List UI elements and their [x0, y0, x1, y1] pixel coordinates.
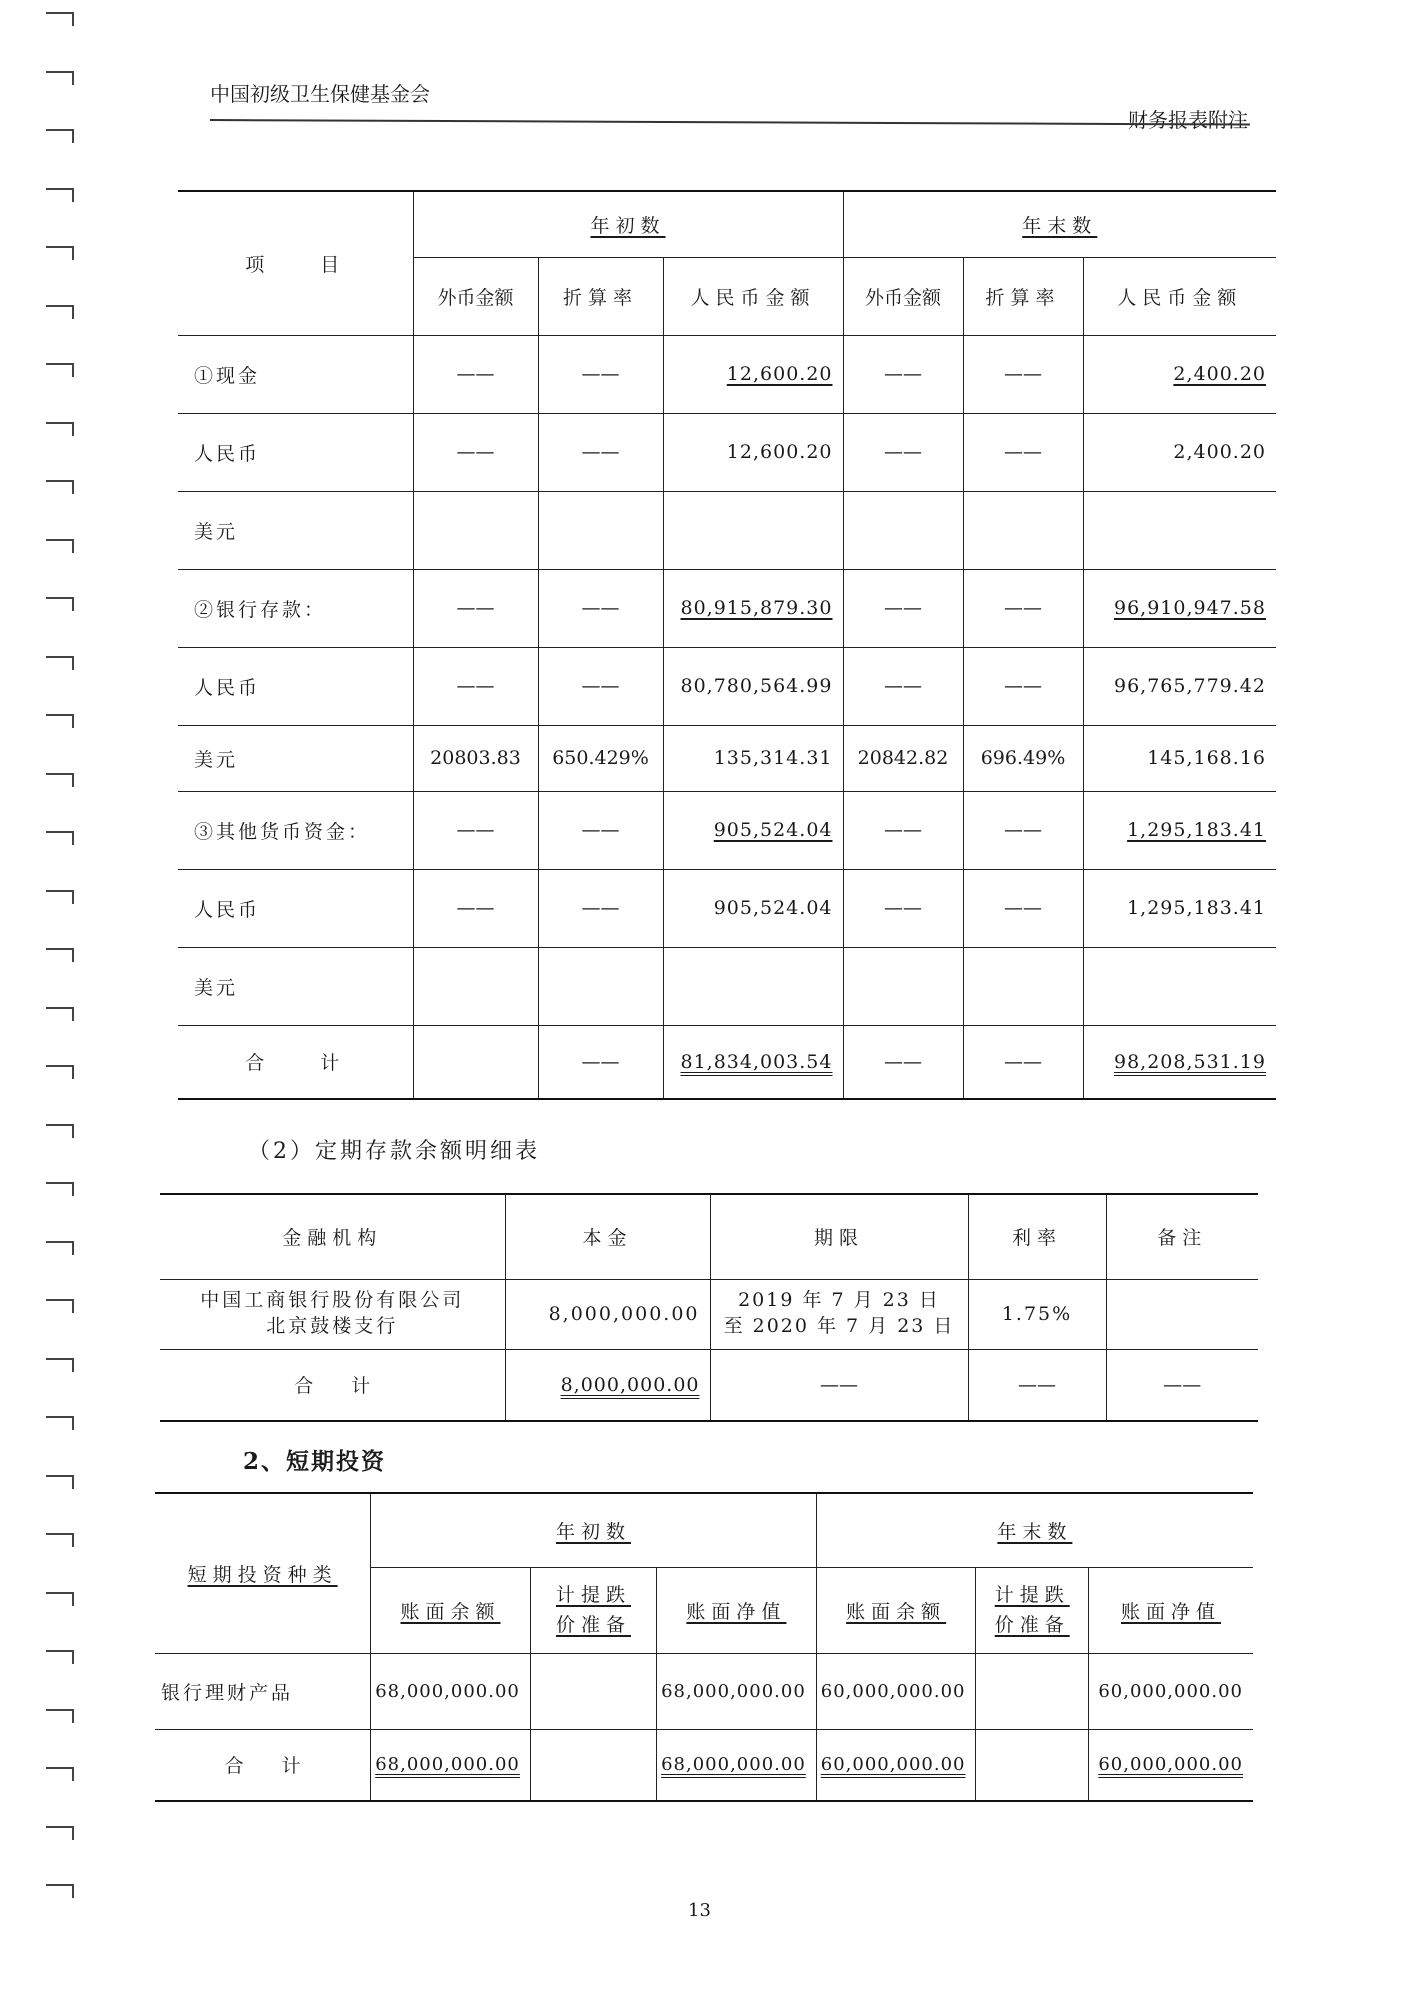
- table-row: [178, 413, 1276, 491]
- rmb-begin: 80,780,564.99: [680, 675, 833, 697]
- fc-end-cell: [843, 725, 963, 791]
- binder-hole: [46, 1299, 74, 1313]
- sub-net-begin: 账面净值: [657, 1567, 817, 1653]
- fc-end: ——: [884, 1050, 922, 1073]
- header-org: 中国初级卫生保健基金会: [210, 82, 430, 106]
- sub-header-fc-end: 外币金额: [843, 257, 963, 335]
- rmb-end: 2,400.20: [1173, 441, 1266, 463]
- rate-end-cell: [963, 491, 1083, 569]
- total-row: [160, 1349, 1258, 1421]
- header-rule: [210, 119, 1250, 126]
- rate-end-cell: [963, 647, 1083, 725]
- fc-end: ——: [884, 363, 922, 385]
- rmb-begin-cell: [663, 791, 843, 869]
- rate-end: ——: [1004, 819, 1042, 841]
- fc-end-cell: [843, 569, 963, 647]
- total-row: [178, 1025, 1276, 1099]
- fc-end: ——: [884, 819, 922, 841]
- rate-begin-cell: [538, 647, 663, 725]
- term-line-2: 至 2020 年 7 月 23 日: [723, 1315, 955, 1337]
- rate-begin-cell: [538, 869, 663, 947]
- rmb-begin: 81,834,003.54: [680, 1050, 833, 1073]
- note-cell: [1106, 1279, 1258, 1349]
- binder-hole: [46, 1065, 74, 1079]
- book-begin: 68,000,000.00: [371, 1653, 531, 1729]
- sub-prov-end: [976, 1567, 1089, 1653]
- binder-hole: [46, 1241, 74, 1255]
- fc-end: ——: [884, 441, 922, 463]
- table-row: [178, 335, 1276, 413]
- total-principal: 8,000,000.00: [560, 1373, 700, 1396]
- binder-hole: [46, 1182, 74, 1196]
- fc-end-cell: [843, 647, 963, 725]
- binder-hole: [46, 1650, 74, 1664]
- total-label: 合 计: [160, 1349, 505, 1421]
- sub-prov-begin: [530, 1567, 656, 1653]
- row-label: 美元: [178, 491, 413, 569]
- table-row: [178, 869, 1276, 947]
- fc-begin-cell: [413, 569, 538, 647]
- sub-prov-begin-l2: 价准备: [555, 1614, 631, 1636]
- binder-hole: [46, 12, 74, 26]
- prov-end: [976, 1653, 1089, 1729]
- binder-hole: [46, 1416, 74, 1430]
- rmb-end-cell: [1083, 647, 1276, 725]
- sub-net-end: 账面净值: [1088, 1567, 1253, 1653]
- rmb-begin-cell: [663, 569, 843, 647]
- fixed-deposit-table: [160, 1193, 1258, 1422]
- fc-begin-cell: [413, 413, 538, 491]
- rate-end-cell: [963, 413, 1083, 491]
- rate-begin-cell: [538, 569, 663, 647]
- fc-begin-cell: [413, 869, 538, 947]
- total-principal-cell: [505, 1349, 710, 1421]
- rmb-end-cell: [1083, 413, 1276, 491]
- row-label: 合 计: [178, 1025, 413, 1099]
- rate-end-cell: [963, 947, 1083, 1025]
- group-begin-header: 年初数: [413, 191, 843, 257]
- cash-table: [178, 190, 1276, 1100]
- sub-book-begin: 账面余额: [371, 1567, 531, 1653]
- row-label: ③其他货币资金：: [178, 791, 413, 869]
- rmb-begin: 12,600.20: [726, 363, 833, 385]
- total-net-end: 60,000,000.00: [1098, 1754, 1243, 1776]
- rate-begin: ——: [581, 597, 620, 619]
- rate-cell: 1.75%: [968, 1279, 1106, 1349]
- binder-hole: [46, 539, 74, 553]
- binder-hole: [46, 363, 74, 377]
- rate-end: 696.49%: [980, 747, 1066, 769]
- book-end: 60,000,000.00: [816, 1653, 976, 1729]
- rmb-begin-cell: [663, 491, 843, 569]
- rate-begin: ——: [581, 441, 620, 463]
- rmb-begin: 80,915,879.30: [680, 597, 833, 619]
- rmb-end-cell: [1083, 947, 1276, 1025]
- rate-end-cell: [963, 1025, 1083, 1099]
- binder-hole: [46, 1767, 74, 1781]
- binder-hole: [46, 305, 74, 319]
- total-label: 合 计: [155, 1729, 371, 1801]
- total-term: ——: [710, 1349, 968, 1421]
- sub-prov-end-l2: 价准备: [994, 1614, 1070, 1636]
- total-net-begin: 68,000,000.00: [661, 1754, 806, 1776]
- principal-cell: 8,000,000.00: [505, 1279, 710, 1349]
- binder-hole: [46, 656, 74, 670]
- row-label: 人民币: [178, 647, 413, 725]
- rate-end-cell: [963, 869, 1083, 947]
- rmb-begin-cell: [663, 1025, 843, 1099]
- fc-begin: ——: [456, 897, 495, 919]
- fc-begin-cell: [413, 335, 538, 413]
- binder-hole: [46, 1533, 74, 1547]
- rate-begin: 650.429%: [552, 747, 649, 769]
- row-label: 人民币: [178, 869, 413, 947]
- binder-hole: [46, 188, 74, 202]
- sub-prov-begin-l1: 计提跌: [555, 1583, 631, 1606]
- rate-begin-cell: [538, 725, 663, 791]
- fixed-deposit-caption: （2）定期存款余额明细表: [248, 1139, 540, 1164]
- row-label: 银行理财产品: [155, 1653, 371, 1729]
- rate-begin: ——: [581, 819, 620, 841]
- fc-end-cell: [843, 791, 963, 869]
- rate-begin-cell: [538, 491, 663, 569]
- table-row: [178, 569, 1276, 647]
- fc-end: ——: [884, 897, 922, 919]
- binder-hole: [46, 773, 74, 787]
- binder-hole: [46, 948, 74, 962]
- fc-end-cell: [843, 491, 963, 569]
- binder-hole: [46, 890, 74, 904]
- fc-begin: ——: [456, 441, 495, 463]
- col-type-header: 短期投资种类: [155, 1493, 371, 1653]
- rmb-end: 145,168.16: [1147, 747, 1266, 769]
- table-row: [155, 1653, 1253, 1729]
- fc-begin-cell: [413, 725, 538, 791]
- rmb-begin: 905,524.04: [713, 897, 833, 919]
- header-institution: 金融机构: [160, 1194, 505, 1279]
- fc-end-cell: [843, 335, 963, 413]
- binder-hole: [46, 1884, 74, 1898]
- rmb-begin-cell: [663, 947, 843, 1025]
- rmb-end: 1,295,183.41: [1127, 819, 1266, 841]
- row-label: 美元: [178, 725, 413, 791]
- institution-line-2: 北京鼓楼支行: [266, 1315, 399, 1337]
- sub-book-end: 账面余额: [816, 1567, 976, 1653]
- binder-hole: [46, 246, 74, 260]
- total-net-begin-cell: [657, 1729, 817, 1801]
- rmb-begin-cell: [663, 869, 843, 947]
- sub-header-rate-end: 折算率: [963, 257, 1083, 335]
- binder-hole: [46, 1475, 74, 1489]
- sub-header-rmb-begin: 人民币金额: [663, 257, 843, 335]
- fc-end: ——: [884, 675, 922, 697]
- total-prov-begin: [530, 1729, 656, 1801]
- binder-hole: [46, 1358, 74, 1372]
- sub-header-rmb-end: 人民币金额: [1083, 257, 1276, 335]
- total-book-begin-cell: [371, 1729, 531, 1801]
- sub-header-rate-begin: 折算率: [538, 257, 663, 335]
- header-term: 期限: [710, 1194, 968, 1279]
- binder-hole: [46, 480, 74, 494]
- rate-begin: ——: [581, 675, 620, 697]
- table-row: [178, 947, 1276, 1025]
- rate-begin: ——: [581, 363, 620, 385]
- binder-hole: [46, 597, 74, 611]
- binder-hole: [46, 422, 74, 436]
- prov-begin: [530, 1653, 656, 1729]
- total-book-end-cell: [816, 1729, 976, 1801]
- total-prov-end: [976, 1729, 1089, 1801]
- binder-hole: [46, 1709, 74, 1723]
- rate-begin-cell: [538, 791, 663, 869]
- fc-end-cell: [843, 1025, 963, 1099]
- rate-end: ——: [1004, 1050, 1042, 1073]
- rate-begin: ——: [581, 1050, 620, 1073]
- rmb-end-cell: [1083, 791, 1276, 869]
- fc-begin: ——: [456, 597, 495, 619]
- fc-begin: ——: [456, 675, 495, 697]
- binder-hole: [46, 71, 74, 85]
- rmb-end: 2,400.20: [1173, 363, 1266, 385]
- rmb-end-cell: [1083, 335, 1276, 413]
- binder-hole: [46, 714, 74, 728]
- rmb-end-cell: [1083, 491, 1276, 569]
- row-label: 人民币: [178, 413, 413, 491]
- fc-end-cell: [843, 869, 963, 947]
- rmb-begin-cell: [663, 725, 843, 791]
- rmb-begin-cell: [663, 413, 843, 491]
- rmb-end: 1,295,183.41: [1127, 897, 1266, 919]
- binder-hole: [46, 1124, 74, 1138]
- rate-end: ——: [1004, 441, 1042, 463]
- total-book-end: 60,000,000.00: [820, 1754, 966, 1776]
- rate-begin-cell: [538, 1025, 663, 1099]
- header-section: 财务报表附注: [1128, 108, 1248, 132]
- total-rate: ——: [968, 1349, 1106, 1421]
- rate-begin-cell: [538, 335, 663, 413]
- rate-begin: ——: [581, 897, 620, 919]
- t3-group-end: 年末数: [816, 1493, 1253, 1567]
- rmb-end-cell: [1083, 1025, 1276, 1099]
- page-number: 13: [688, 1900, 711, 1921]
- binder-hole: [46, 129, 74, 143]
- table-row: [178, 725, 1276, 791]
- rate-begin-cell: [538, 947, 663, 1025]
- fc-begin: ——: [456, 819, 495, 841]
- rate-end-cell: [963, 569, 1083, 647]
- rmb-end-cell: [1083, 569, 1276, 647]
- header-rate: 利率: [968, 1194, 1106, 1279]
- binder-hole: [46, 1007, 74, 1021]
- rate-end: ——: [1004, 363, 1042, 385]
- fc-end-cell: [843, 947, 963, 1025]
- rate-end-cell: [963, 791, 1083, 869]
- net-end: 60,000,000.00: [1088, 1653, 1253, 1729]
- binder-hole: [46, 1826, 74, 1840]
- rate-end-cell: [963, 725, 1083, 791]
- rmb-end-cell: [1083, 725, 1276, 791]
- rmb-end: 96,765,779.42: [1113, 675, 1266, 697]
- fc-begin: 20803.83: [430, 747, 521, 769]
- institution-cell: [160, 1279, 505, 1349]
- t3-group-begin: 年初数: [371, 1493, 817, 1567]
- rmb-end: 98,208,531.19: [1113, 1050, 1266, 1073]
- institution-line-1: 中国工商银行股份有限公司: [200, 1289, 465, 1312]
- total-net-end-cell: [1088, 1729, 1253, 1801]
- rmb-begin: 135,314.31: [713, 747, 833, 769]
- rate-begin-cell: [538, 413, 663, 491]
- fc-end-cell: [843, 413, 963, 491]
- rmb-begin: 12,600.20: [726, 441, 833, 463]
- total-book-begin: 68,000,000.00: [375, 1754, 520, 1776]
- fc-begin-cell: [413, 791, 538, 869]
- table-row: [178, 791, 1276, 869]
- total-note: ——: [1106, 1349, 1258, 1421]
- binder-hole: [46, 1592, 74, 1606]
- table-row: [178, 491, 1276, 569]
- total-row: [155, 1729, 1253, 1801]
- fc-begin-cell: [413, 647, 538, 725]
- rmb-begin: 905,524.04: [713, 819, 833, 841]
- fc-begin-cell: [413, 1025, 538, 1099]
- table-row: [160, 1279, 1258, 1349]
- rate-end-cell: [963, 335, 1083, 413]
- sub-header-fc-begin: 外币金额: [413, 257, 538, 335]
- row-label: ②银行存款：: [178, 569, 413, 647]
- term-cell: [710, 1279, 968, 1349]
- sub-prov-end-l1: 计提跌: [994, 1583, 1070, 1606]
- short-term-investment-table: [155, 1492, 1253, 1802]
- header-note: 备注: [1106, 1194, 1258, 1279]
- fc-begin-cell: [413, 947, 538, 1025]
- group-end-header: 年末数: [843, 191, 1276, 257]
- short-term-investment-heading: 2、短期投资: [243, 1448, 387, 1475]
- header-principal: 本金: [505, 1194, 710, 1279]
- row-label: ①现金: [178, 335, 413, 413]
- fc-begin-cell: [413, 491, 538, 569]
- net-begin: 68,000,000.00: [657, 1653, 817, 1729]
- binder-hole: [46, 831, 74, 845]
- fc-end: 20842.82: [857, 747, 949, 769]
- rmb-end-cell: [1083, 869, 1276, 947]
- fc-begin: ——: [456, 363, 495, 385]
- rate-end: ——: [1004, 597, 1042, 619]
- rate-end: ——: [1004, 675, 1042, 697]
- rmb-begin-cell: [663, 335, 843, 413]
- fc-end: ——: [884, 597, 922, 619]
- row-label: 美元: [178, 947, 413, 1025]
- rmb-begin-cell: [663, 647, 843, 725]
- term-line-1: 2019 年 7 月 23 日: [738, 1289, 940, 1312]
- rmb-end: 96,910,947.58: [1113, 597, 1266, 619]
- rate-end: ——: [1004, 897, 1042, 919]
- table-row: [178, 647, 1276, 725]
- col-item-header: 项 目: [178, 191, 413, 335]
